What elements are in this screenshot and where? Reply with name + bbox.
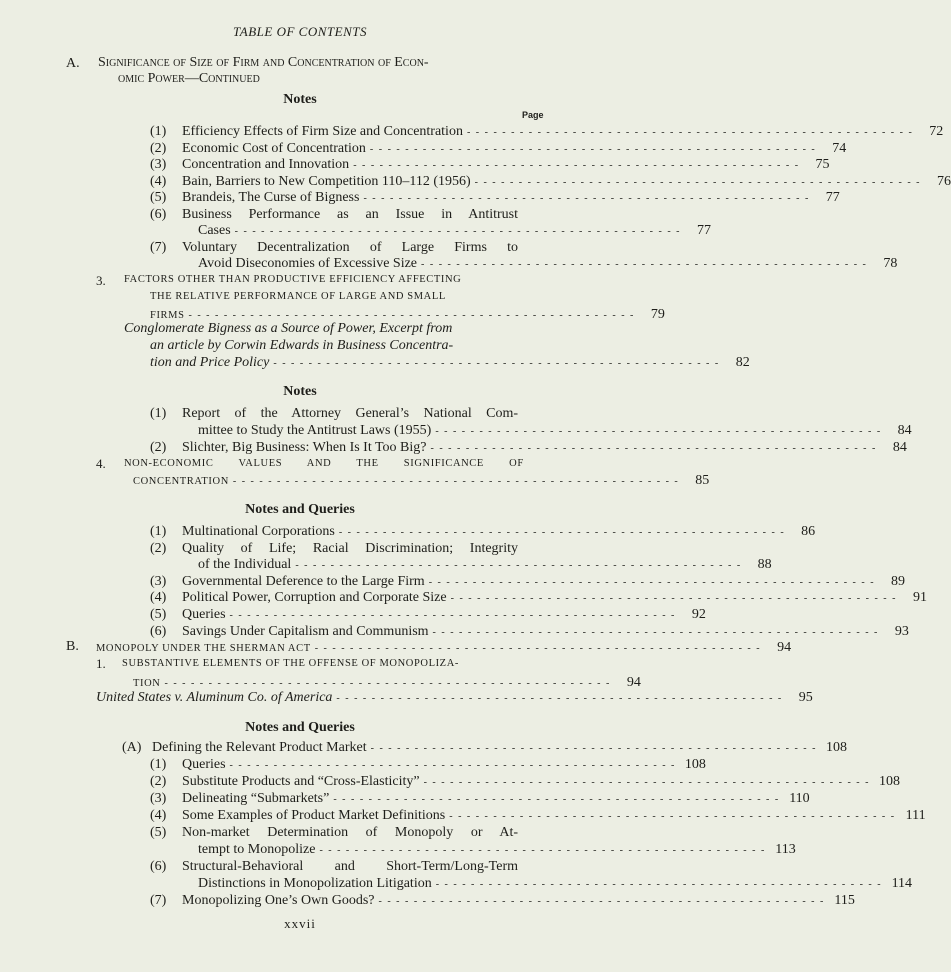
- page-number: 84: [892, 440, 907, 455]
- entry-number: (1): [150, 524, 167, 539]
- entry-text: Bain, Barriers to New Competition 110–112 (1956): [182, 173, 471, 189]
- notes-queries-heading-2: Notes and Queries: [245, 720, 355, 735]
- entry-text: Multinational Corporations: [182, 524, 335, 539]
- dot-leader: - - - - - - - - - - - - - - - - - - - - - - - - - - - - - - - - - - - - - - - - - - - - - - - - - - -: [295, 560, 742, 572]
- page-number: 94: [777, 640, 792, 655]
- dot-leader: - - - - - - - - - - - - - - - - - - - - - - - - - - - - - - - - - - - - - - - - - - - - - - - - - - -: [273, 358, 720, 369]
- entry-number: (1): [150, 406, 167, 421]
- dot-leader: - - - - - - - - - - - - - - - - - - - - - - - - - - - - - - - - - - - - - - - - - - - - - - - - - - -: [338, 527, 786, 538]
- entry-number: (6): [150, 859, 167, 874]
- toc-entry-line1: [182, 859, 518, 875]
- page-number: 108: [878, 774, 900, 789]
- page-number: 76: [936, 173, 951, 189]
- entry-text: Savings Under Capitalism and Communism: [182, 623, 429, 639]
- page-number: 72: [929, 124, 944, 139]
- toc-entry: [182, 190, 840, 207]
- page-number: 95: [798, 690, 813, 705]
- toc-entry: [182, 173, 951, 191]
- sub-a-line: [152, 740, 847, 757]
- entry-text: Political Power, Corruption and Corporate Size: [182, 590, 447, 606]
- entry-number: (6): [150, 206, 167, 222]
- dot-leader: - - - - - - - - - - - - - - - - - - - - - - - - - - - - - - - - - - - - - - - - - - - - - - - - - - -: [232, 476, 680, 487]
- toc-entry: [182, 157, 830, 174]
- dot-leader: - - - - - - - - - - - - - - - - - - - - - - - - - - - - - - - - - - - - - - - - - - - - - - - - - - -: [336, 693, 783, 704]
- running-head: TABLE OF CONTENTS: [233, 24, 367, 39]
- entry-text: Avoid Diseconomies of Excessive Size: [198, 256, 418, 271]
- page-number: 111: [905, 808, 926, 823]
- toc-entry: [182, 774, 900, 791]
- entry-number: (2): [150, 140, 167, 156]
- entry-number: (1): [150, 757, 167, 772]
- entry-number: (6): [150, 623, 167, 639]
- item-3-line3-text: FIRMS: [150, 310, 185, 321]
- dot-leader: - - - - - - - - - - - - - - - - - - - - - - - - - - - - - - - - - - - - - - - - - - - - - - - - - - -: [435, 879, 883, 890]
- entry-text: of the Individual: [198, 557, 292, 573]
- toc-entry: [182, 140, 847, 158]
- item-4-line1: NON-ECONOMIC VALUES AND THE SIGNIFICANCE OF: [124, 458, 524, 469]
- toc-entry: [182, 440, 907, 457]
- dot-leader: - - - - - - - - - - - - - - - - - - - - - - - - - - - - - - - - - - - - - - - - - - - - - - - - - - -: [474, 176, 921, 188]
- dot-leader: - - - - - - - - - - - - - - - - - - - - - - - - - - - - - - - - - - - - - - - - - - - - - - - - - - -: [314, 643, 762, 654]
- dot-leader: - - - - - - - - - - - - - - - - - - - - - - - - - - - - - - - - - - - - - - - - - - - - - - - - - - -: [449, 811, 896, 822]
- toc-entry: [198, 557, 772, 574]
- entry-number: (3): [150, 573, 167, 589]
- sub-a-marker: (A): [122, 740, 142, 755]
- toc-entry: [198, 876, 913, 893]
- toc-entry: [198, 423, 912, 440]
- page-number: 85: [695, 473, 710, 488]
- item-3-line1: FACTORS OTHER THAN PRODUCTIVE EFFICIENCY AFFECTING: [124, 274, 462, 285]
- entry-text: Some Examples of Product Market Definitions: [182, 808, 446, 823]
- toc-entry: [182, 590, 927, 607]
- page-number: 91: [912, 590, 927, 606]
- dot-leader: - - - - - - - - - - - - - - - - - - - - - - - - - - - - - - - - - - - - - - - - - - - - - - - - - - -: [363, 193, 810, 204]
- notes-heading-1: Notes: [283, 92, 317, 107]
- toc-entry: [182, 623, 909, 641]
- entry-number: (3): [150, 791, 167, 806]
- item-4-marker: 4.: [96, 456, 106, 471]
- toc-entry: [182, 524, 816, 541]
- dot-leader: - - - - - - - - - - - - - - - - - - - - - - - - - - - - - - - - - - - - - - - - - - - - - - - - - - -: [435, 426, 882, 437]
- entry-number: (3): [150, 157, 167, 172]
- toc-entry: [182, 607, 706, 624]
- notes-heading-2: Notes: [283, 384, 317, 399]
- entry-number: (4): [150, 173, 167, 189]
- item-3-line2: THE RELATIVE PERFORMANCE OF LARGE AND SMALL: [150, 291, 446, 302]
- entry-text: Quality of Life; Racial Discrimination; Integrity: [182, 540, 518, 556]
- page-number: 79: [650, 307, 665, 322]
- dot-leader: - - - - - - - - - - - - - - - - - - - - - - - - - - - - - - - - - - - - - - - - - - - - - - - - - - -: [466, 127, 914, 138]
- page-number: 94: [626, 675, 641, 690]
- item-3-marker: 3.: [96, 273, 106, 288]
- entry-text: Non-market Determination of Monopoly or At-: [182, 825, 518, 840]
- section-b-line: [96, 640, 792, 657]
- entry-text: Substitute Products and “Cross-Elasticity”: [182, 774, 420, 789]
- entry-text: mittee to Study the Antitrust Laws (1955): [198, 423, 432, 438]
- entry-text: Queries: [182, 757, 226, 772]
- page-number: 84: [897, 423, 912, 438]
- page-number: 113: [775, 842, 796, 857]
- entry-text: Economic Cost of Concentration: [182, 140, 366, 156]
- item-1-line1: SUBSTANTIVE ELEMENTS OF THE OFFENSE OF MONOPOLIZA-: [122, 658, 459, 669]
- dot-leader: - - - - - - - - - - - - - - - - - - - - - - - - - - - - - - - - - - - - - - - - - - - - - - - - - - -: [188, 310, 635, 321]
- item-4-line2-text: CONCENTRATION: [133, 476, 229, 487]
- excerpt-line1: Conglomerate Bigness as a Source of Power, Excerpt from: [124, 321, 453, 336]
- entry-text: Report of the Attorney General’s National Com-: [182, 406, 518, 421]
- entry-number: (5): [150, 607, 167, 622]
- toc-entry: [198, 223, 712, 240]
- entry-number: (5): [150, 825, 167, 840]
- entry-number: (2): [150, 440, 167, 455]
- toc-entry: [182, 893, 855, 910]
- page-number: 89: [891, 573, 906, 589]
- entry-text: Voluntary Decentralization of Large Firms to: [182, 239, 518, 255]
- entry-number: (1): [150, 124, 167, 139]
- dot-leader: - - - - - - - - - - - - - - - - - - - - - - - - - - - - - - - - - - - - - - - - - - - - - - - - - - -: [378, 896, 825, 907]
- notes-queries-heading-1: Notes and Queries: [245, 502, 355, 517]
- case-line: [96, 690, 813, 707]
- excerpt-line2: an article by Corwin Edwards in Business Concentra-: [150, 338, 454, 353]
- entry-text: Structural-Behavioral and Short-Term/Long-Term: [182, 859, 518, 874]
- section-a-title-line2: omic Power—Continued: [118, 71, 260, 86]
- section-b-title: MONOPOLY UNDER THE SHERMAN ACT: [96, 643, 311, 654]
- page-number: 115: [834, 893, 855, 908]
- page-number: 108: [684, 757, 706, 772]
- page-column-label: Page: [522, 110, 544, 120]
- dot-leader: - - - - - - - - - - - - - - - - - - - - - - - - - - - - - - - - - - - - - - - - - - - - - - - - - - -: [234, 226, 682, 237]
- dot-leader: - - - - - - - - - - - - - - - - - - - - - - - - - - - - - - - - - - - - - - - - - - - - - - - - - - -: [450, 593, 897, 605]
- dot-leader: - - - - - - - - - - - - - - - - - - - - - - - - - - - - - - - - - - - - - - - - - - - - - - - - - - -: [229, 610, 676, 621]
- dot-leader: - - - - - - - - - - - - - - - - - - - - - - - - - - - - - - - - - - - - - - - - - - - - - - - - - - -: [333, 794, 780, 805]
- dot-leader: - - - - - - - - - - - - - - - - - - - - - - - - - - - - - - - - - - - - - - - - - - - - - - - - - - -: [423, 777, 870, 788]
- page-number: 93: [894, 623, 909, 639]
- toc-entry: [198, 256, 898, 273]
- section-b-marker: B.: [66, 639, 79, 654]
- entry-text: Governmental Deference to the Large Firm: [182, 573, 425, 589]
- section-a-title-line1: Significance of Size of Firm and Concentration of Econ-: [98, 55, 429, 70]
- page-number: 74: [832, 140, 847, 156]
- page-folio: xxvii: [284, 916, 316, 931]
- page-number: 77: [697, 223, 712, 238]
- toc-entry-line1: [182, 541, 518, 557]
- entry-number: (7): [150, 893, 167, 908]
- excerpt-line3: [150, 355, 750, 372]
- entry-text: Slichter, Big Business: When Is It Too Big?: [182, 440, 427, 455]
- entry-text: Business Performance as an Issue in Antitrust: [182, 206, 518, 222]
- dot-leader: - - - - - - - - - - - - - - - - - - - - - - - - - - - - - - - - - - - - - - - - - - - - - - - - - - -: [164, 678, 611, 689]
- page-number: 88: [757, 557, 772, 573]
- toc-entry: [198, 842, 796, 859]
- entry-text: Delineating “Submarkets”: [182, 791, 330, 806]
- page-number: 75: [815, 157, 830, 172]
- toc-entry-line1: [182, 240, 518, 256]
- item-4-line2: [133, 473, 710, 490]
- entry-number: (4): [150, 808, 167, 823]
- dot-leader: - - - - - - - - - - - - - - - - - - - - - - - - - - - - - - - - - - - - - - - - - - - - - - - - - - -: [430, 443, 877, 454]
- dot-leader: - - - - - - - - - - - - - - - - - - - - - - - - - - - - - - - - - - - - - - - - - - - - - - - - - - -: [319, 845, 766, 856]
- toc-entry-line1: [182, 825, 518, 841]
- page-number: 78: [883, 256, 898, 271]
- dot-leader: - - - - - - - - - - - - - - - - - - - - - - - - - - - - - - - - - - - - - - - - - - - - - - - - - - -: [428, 576, 876, 588]
- dot-leader: - - - - - - - - - - - - - - - - - - - - - - - - - - - - - - - - - - - - - - - - - - - - - - - - - - -: [421, 259, 868, 270]
- page-number: 92: [691, 607, 706, 622]
- entry-number: (2): [150, 774, 167, 789]
- dot-leader: - - - - - - - - - - - - - - - - - - - - - - - - - - - - - - - - - - - - - - - - - - - - - - - - - - -: [370, 743, 817, 754]
- section-a-marker: A.: [66, 56, 80, 71]
- entry-text: Concentration and Innovation: [182, 157, 350, 172]
- entry-text: Cases: [198, 223, 231, 238]
- dot-leader: - - - - - - - - - - - - - - - - - - - - - - - - - - - - - - - - - - - - - - - - - - - - - - - - - - -: [353, 160, 800, 171]
- page-number: 77: [825, 190, 840, 205]
- item-1-marker: 1.: [96, 656, 106, 671]
- toc-entry: [182, 757, 706, 774]
- entry-text: Queries: [182, 607, 226, 622]
- toc-entry-line1: [182, 406, 518, 422]
- entry-number: (7): [150, 239, 167, 255]
- entry-text: tempt to Monopolize: [198, 842, 316, 857]
- dot-leader: - - - - - - - - - - - - - - - - - - - - - - - - - - - - - - - - - - - - - - - - - - - - - - - - - - -: [229, 760, 676, 771]
- page-number: 82: [735, 355, 750, 370]
- case-title: United States v. Aluminum Co. of America: [96, 690, 333, 705]
- item-1-line2-text: TION: [133, 678, 161, 689]
- entry-text: Efficiency Effects of Firm Size and Concentration: [182, 124, 463, 139]
- dot-leader: - - - - - - - - - - - - - - - - - - - - - - - - - - - - - - - - - - - - - - - - - - - - - - - - - - -: [369, 143, 817, 155]
- toc-entry-line1: [182, 207, 518, 223]
- page-number: 114: [891, 876, 913, 891]
- page-number: 108: [825, 740, 847, 755]
- entry-text: Monopolizing One’s Own Goods?: [182, 893, 375, 908]
- entry-text: Distinctions in Monopolization Litigation: [198, 876, 432, 891]
- toc-entry: [182, 791, 810, 808]
- dot-leader: - - - - - - - - - - - - - - - - - - - - - - - - - - - - - - - - - - - - - - - - - - - - - - - - - - -: [432, 626, 879, 638]
- entry-number: (2): [150, 540, 167, 556]
- excerpt-line3-text: tion and Price Policy: [150, 355, 270, 370]
- toc-entry: [182, 808, 926, 825]
- sub-a-title: Defining the Relevant Product Market: [152, 740, 367, 755]
- toc-entry: [182, 573, 906, 591]
- entry-number: (5): [150, 190, 167, 205]
- toc-entry: [182, 124, 944, 141]
- entry-text: Brandeis, The Curse of Bigness: [182, 190, 360, 205]
- page-number: 110: [789, 791, 810, 806]
- entry-number: (4): [150, 590, 167, 606]
- page-number: 86: [801, 524, 816, 539]
